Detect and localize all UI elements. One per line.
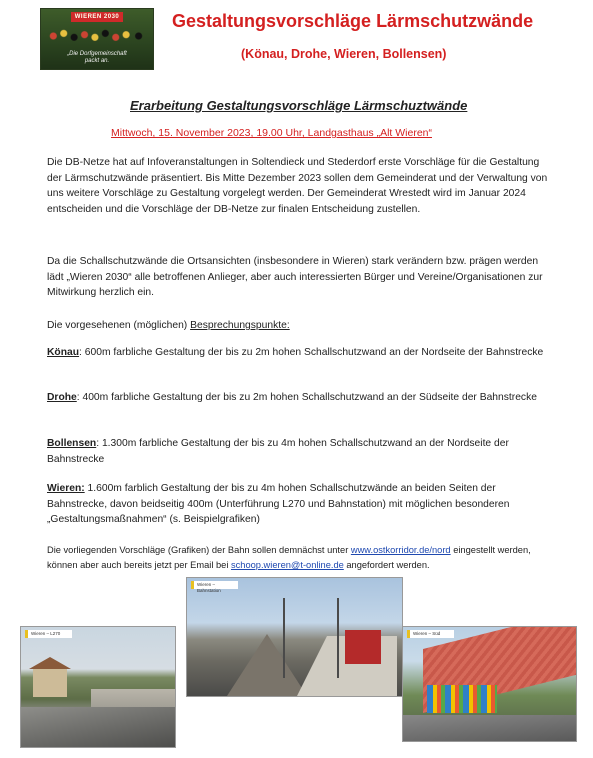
email-link[interactable]: schoop.wieren@t-online.de <box>230 560 344 570</box>
page-subtitle: (Könau, Drohe, Wieren, Bollensen) <box>241 47 447 61</box>
mural-shape <box>427 685 497 713</box>
point-koenau <box>47 345 552 361</box>
image-caption: Wieren – L270 <box>25 630 72 638</box>
point-text: 1.600m farblich Gestaltung der bis zu 4m hohen Schallschutzwände an beiden Seiten der Bahnstrecke, davon beidseitig 400m (Unterführung L270 und Bahnstation) mit möglichen besonderen „Gestaltungsmaßnahmen“ (s. Beispielgrafiken) <box>47 483 510 525</box>
pole-shape <box>283 598 285 678</box>
road-shape <box>21 707 175 747</box>
point-bollensen <box>47 436 552 467</box>
point-text: : 1.300m farbliche Gestaltung der bis zu 4m hohen Schallschutzwand an der Nordseite der Bahnstrecke <box>47 438 509 465</box>
ostkorridor-link[interactable]: www.ostkorridor.de/nord <box>350 545 451 555</box>
footer-text-2: eingestellt werden, können aber auch bereits jetzt per Email bei <box>47 545 531 570</box>
path-shape <box>403 715 576 741</box>
section-heading: Erarbeitung Gestaltungsvorschläge Lärmschuztwände <box>130 98 468 113</box>
event-date-location: Mittwoch, 15. November 2023, 19.00 Uhr, Landgasthaus „Alt Wieren“ <box>111 127 432 139</box>
point-place: Drohe <box>47 392 77 403</box>
train-shape <box>345 630 381 664</box>
point-drohe <box>47 390 552 406</box>
logo-slogan-line2: packt an. <box>84 58 110 64</box>
track-shape <box>227 634 307 696</box>
example-graphic-wall-mural <box>402 626 577 742</box>
point-wieren <box>47 481 552 528</box>
point-place: Bollensen <box>47 438 97 449</box>
pole-shape <box>337 598 339 678</box>
house-shape <box>33 669 67 697</box>
logo-group-photo <box>45 23 149 49</box>
point-place: Wieren: <box>47 483 85 494</box>
image-caption: Wieren – Bahnstation <box>191 581 238 589</box>
example-graphic-underpass <box>20 626 176 748</box>
example-graphic-station <box>186 577 403 697</box>
wieren-2030-logo <box>40 8 154 70</box>
footer-note <box>47 543 552 573</box>
footer-text-1: Die vorliegenden Vorschläge (Grafiken) der Bahn sollen demnächst unter <box>47 545 351 555</box>
points-label: Besprechungspunkte: <box>190 320 290 331</box>
logo-slogan <box>41 51 153 65</box>
logo-slogan-line1: „Die Dorfgemeinschaft <box>67 51 127 57</box>
invitation-paragraph: Da die Schallschutzwände die Ortsansichten (insbesondere in Wieren) stark verändern bzw. prägen werden lädt „Wieren 2030“ alle betroffenen Anlieger, aber auch interessierten Bürger und Vereine/Organisationen zur Mitwirkung herzlich ein. <box>47 256 543 298</box>
page-title: Gestaltungsvorschläge Lärmschutzwände <box>172 11 534 31</box>
footer-text-3: angefordert werden. <box>343 560 430 570</box>
point-text: : 400m farbliche Gestaltung der bis zu 2m hohen Schallschutzwand an der Südseite der Bahnstrecke <box>76 392 537 403</box>
point-place: Könau <box>47 347 80 358</box>
image-caption: Wieren – Süd <box>407 630 454 638</box>
intro-paragraph: Die DB-Netze hat auf Infoveranstaltungen in Soltendieck und Stederdorf erste Vorschläge für die Gestaltung der Lärmschutzwände präsentiert. Bis Mitte Dezember 2023 sollen dem Gemeinderat und der Verwaltung von uns weitere Vorschläge zu Gestaltung vorgelegt werden. Der Gemeinderat Wrestedt wird im Januar 2024 entscheiden und die Vorschläge der DB-Netze zur finalen Entscheidung zustellen. <box>47 157 548 215</box>
points-intro <box>47 318 552 334</box>
point-text: : 600m farbliche Gestaltung der bis zu 2m hohen Schallschutzwand an der Nordseite der Bahnstrecke <box>79 347 544 358</box>
logo-banner: WIEREN 2030 <box>71 12 123 22</box>
points-prefix: Die vorgesehenen (möglichen) <box>47 320 191 331</box>
